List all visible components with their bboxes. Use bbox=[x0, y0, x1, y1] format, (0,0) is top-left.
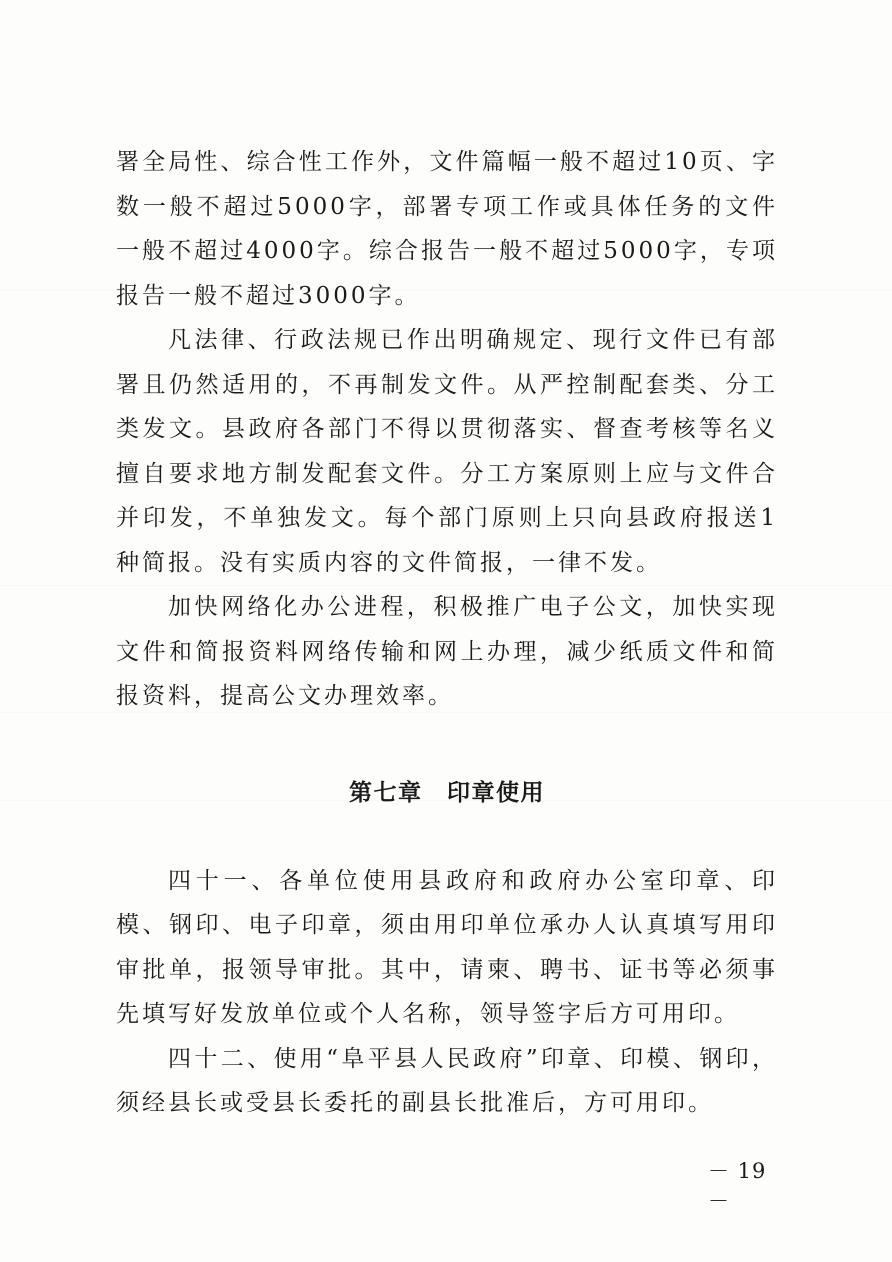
paragraph-document-control: 凡法律、行政法规已作出明确规定、现行文件已有部署且仍然适用的，不再制发文件。从严控制配套类、分工类发文。县政府各部门不得以贯彻落实、督查考核等名义擅自要求地方制发配套文件。分工方案原则上应与文件合并印发，不单独发文。每个部门原则上只向县政府报送1种简报。没有实质内容的文件简报，一律不发。 bbox=[116, 327, 778, 576]
page-number: － 19 － bbox=[708, 1159, 767, 1213]
paragraph-electronic-office: 加快网络化办公进程，积极推广电子公文，加快实现文件和简报资料网络传输和网上办理，减少纸质文件和简报资料，提高公文办理效率。 bbox=[116, 594, 778, 709]
document-body bbox=[116, 140, 778, 1126]
chapter-title: 第七章 印章使用 bbox=[349, 779, 545, 806]
paragraph-continued: 署全局性、综合性工作外，文件篇幅一般不超过10页、字数一般不超过5000字，部署专项工作或具体任务的文件一般不超过4000字。综合报告一般不超过5000字，专项报告一般不超过3000字。 bbox=[116, 149, 778, 309]
paragraph-article-41: 四十一、各单位使用县政府和政府办公室印章、印模、钢印、电子印章，须由用印单位承办人认真填写用印审批单，报领导审批。其中，请柬、聘书、证书等必须事先填写好发放单位或个人名称，领导签字后方可用印。 bbox=[116, 867, 778, 1027]
paragraph-article-42: 四十二、使用“阜平县人民政府”印章、印模、钢印，须经县长或受县长委托的副县长批准后，方可用印。 bbox=[116, 1045, 778, 1116]
